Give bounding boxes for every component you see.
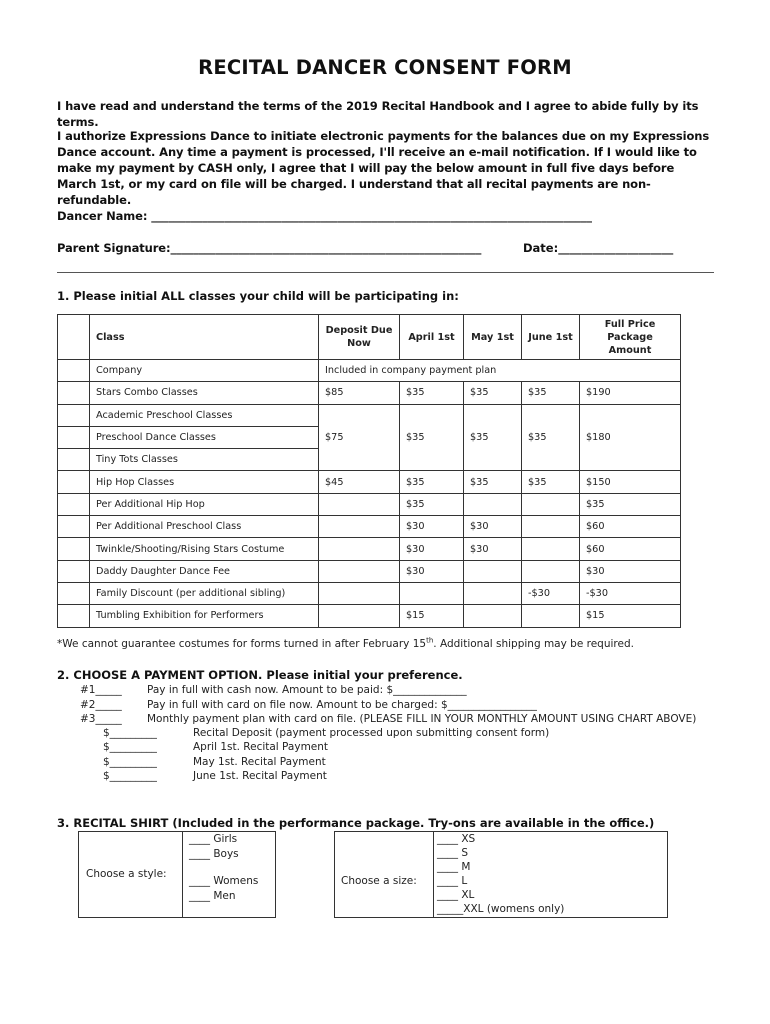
april-cell: $30 xyxy=(400,538,464,560)
parent-signature-field[interactable]: Parent Signature:_______________________________________________________ xyxy=(57,241,482,255)
dancer-name-field[interactable]: Dancer Name: ______________________________________________________________________________ xyxy=(57,209,592,223)
table-row xyxy=(58,493,681,515)
may-amount-field[interactable]: $_________ xyxy=(103,756,157,768)
option2-initial[interactable]: #2_____ xyxy=(80,699,122,711)
style-option-womens[interactable]: ____ Womens xyxy=(189,875,259,887)
class-cell: Stars Combo Classes xyxy=(90,382,319,404)
table-row xyxy=(58,560,681,582)
class-cell: Per Additional Hip Hop xyxy=(90,493,319,515)
size-option-s[interactable]: ____ S xyxy=(437,847,469,859)
june-cell xyxy=(522,560,580,582)
june-cell xyxy=(522,493,580,515)
option3-initial[interactable]: #3_____ xyxy=(80,713,122,725)
may-cell xyxy=(464,582,522,604)
initial-cell[interactable] xyxy=(58,560,90,582)
header-full-line1: Full Price xyxy=(604,318,656,330)
initial-cell[interactable] xyxy=(58,538,90,560)
initial-cell[interactable] xyxy=(58,449,90,471)
payment-authorization-text: I authorize Expressions Dance to initiate electronic payments for the balances due on my Expressions Dance account. Any time a payment is processed, I'll receive an e-mail notification. If I would like to make my payment by CASH only, I agree that I will pay the below amount in full five days before March 1st, or my card on file will be charged. I understand that all recital payments are non-refundable. xyxy=(57,129,710,207)
option1-text: Pay in full with cash now. Amount to be paid: $______________ xyxy=(147,684,467,696)
class-cell: Tumbling Exhibition for Performers xyxy=(90,605,319,627)
date-field[interactable]: Date:____________________ xyxy=(523,241,674,255)
april-cell: $35 xyxy=(400,471,464,493)
may-cell xyxy=(464,560,522,582)
deposit-amount-field[interactable]: $_________ xyxy=(103,727,157,739)
header-class: Class xyxy=(90,315,319,360)
june-cell xyxy=(522,538,580,560)
initial-cell[interactable] xyxy=(58,426,90,448)
full-price-cell: $190 xyxy=(580,382,681,404)
style-label: Choose a style: xyxy=(86,868,167,880)
initial-cell[interactable] xyxy=(58,493,90,515)
option3-text: Monthly payment plan with card on file. (PLEASE FILL IN YOUR MONTHLY AMOUNT USING CHART ABOVE) xyxy=(147,713,697,725)
size-option-xs[interactable]: ____ XS xyxy=(437,833,476,845)
class-cell: Twinkle/Shooting/Rising Stars Costume xyxy=(90,538,319,560)
table-header-row xyxy=(58,315,681,360)
size-option-xl[interactable]: ____ XL xyxy=(437,889,475,901)
header-full-price xyxy=(580,315,681,360)
full-price-cell: -$30 xyxy=(580,582,681,604)
class-cell: Family Discount (per additional sibling) xyxy=(90,582,319,604)
deposit-cell xyxy=(319,605,400,627)
deposit-cell xyxy=(319,516,400,538)
june-cell xyxy=(522,605,580,627)
may-cell: $35 xyxy=(464,471,522,493)
header-june: June 1st xyxy=(522,315,580,360)
size-option-m[interactable]: ____ M xyxy=(437,861,471,873)
table-row xyxy=(58,471,681,493)
form-title: RECITAL DANCER CONSENT FORM xyxy=(198,56,572,79)
june-cell: -$30 xyxy=(522,582,580,604)
may-cell xyxy=(464,493,522,515)
may-cell: $35 xyxy=(464,382,522,404)
full-price-cell: $60 xyxy=(580,538,681,560)
deposit-cell xyxy=(319,493,400,515)
class-cell: Company xyxy=(90,360,319,382)
table-row xyxy=(58,605,681,627)
class-cell: Daddy Daughter Dance Fee xyxy=(90,560,319,582)
class-cell: Academic Preschool Classes xyxy=(90,404,319,426)
june-payment-label: June 1st. Recital Payment xyxy=(193,770,327,782)
may-cell: $30 xyxy=(464,516,522,538)
section1-heading: 1. Please initial ALL classes your child will be participating in: xyxy=(57,289,459,303)
may-cell xyxy=(464,605,522,627)
shirt-size-box xyxy=(334,831,668,918)
may-cell: $35 xyxy=(464,404,522,471)
header-full-line3: Amount xyxy=(608,344,652,356)
initial-cell[interactable] xyxy=(58,582,90,604)
initial-cell[interactable] xyxy=(58,360,90,382)
april-cell: $30 xyxy=(400,560,464,582)
april-cell: $35 xyxy=(400,382,464,404)
june-amount-field[interactable]: $_________ xyxy=(103,770,157,782)
initial-cell[interactable] xyxy=(58,404,90,426)
deposit-cell: $45 xyxy=(319,471,400,493)
deposit-cell xyxy=(319,582,400,604)
class-cell: Hip Hop Classes xyxy=(90,471,319,493)
size-label: Choose a size: xyxy=(341,875,417,887)
april-cell: $35 xyxy=(400,404,464,471)
costume-deadline-note: *We cannot guarantee costumes for forms turned in after February 15th. Additional shipping may be required. xyxy=(57,636,634,650)
table-row xyxy=(58,516,681,538)
full-price-cell: $15 xyxy=(580,605,681,627)
classes-table xyxy=(57,314,681,628)
header-deposit xyxy=(319,315,400,360)
style-option-men[interactable]: ____ Men xyxy=(189,890,236,902)
initial-cell[interactable] xyxy=(58,471,90,493)
header-april: April 1st xyxy=(400,315,464,360)
april-cell xyxy=(400,582,464,604)
class-cell: Preschool Dance Classes xyxy=(90,426,319,448)
style-option-boys[interactable]: ____ Boys xyxy=(189,848,239,860)
june-cell: $35 xyxy=(522,404,580,471)
table-row xyxy=(58,404,681,426)
initial-cell[interactable] xyxy=(58,382,90,404)
size-option-xxl[interactable]: _____XXL (womens only) xyxy=(437,903,565,915)
full-price-cell: $30 xyxy=(580,560,681,582)
may-payment-label: May 1st. Recital Payment xyxy=(193,756,326,768)
class-cell: Per Additional Preschool Class xyxy=(90,516,319,538)
april-payment-label: April 1st. Recital Payment xyxy=(193,741,329,753)
size-option-l[interactable]: ____ L xyxy=(437,875,468,887)
may-cell: $30 xyxy=(464,538,522,560)
deposit-payment-label: Recital Deposit (payment processed upon submitting consent form) xyxy=(193,727,550,739)
deposit-cell xyxy=(319,560,400,582)
april-cell: $15 xyxy=(400,605,464,627)
april-cell: $35 xyxy=(400,493,464,515)
option2-text: Pay in full with card on file now. Amount to be charged: $_________________ xyxy=(147,699,537,711)
april-cell: $30 xyxy=(400,516,464,538)
shirt-style-box xyxy=(78,831,276,918)
style-box-divider xyxy=(182,832,183,917)
table-row xyxy=(58,382,681,404)
class-cell: Tiny Tots Classes xyxy=(90,449,319,471)
initial-cell[interactable] xyxy=(58,605,90,627)
initial-header-cell xyxy=(58,315,90,360)
full-price-cell: $180 xyxy=(580,404,681,471)
style-option-girls[interactable]: ____ Girls xyxy=(189,833,238,845)
april-amount-field[interactable]: $_________ xyxy=(103,741,157,753)
deposit-cell: $75 xyxy=(319,404,400,471)
full-price-cell: $60 xyxy=(580,516,681,538)
header-full-line2: Package xyxy=(607,331,653,343)
initial-cell[interactable] xyxy=(58,516,90,538)
handbook-agreement-text: I have read and understand the terms of the 2019 Recital Handbook and I agree to abide fully by its terms. xyxy=(57,99,699,129)
section2-heading: 2. CHOOSE A PAYMENT OPTION. Please initial your preference. xyxy=(57,668,463,682)
june-cell: $35 xyxy=(522,382,580,404)
header-deposit-line1: Deposit Due xyxy=(325,325,393,336)
june-cell: $35 xyxy=(522,471,580,493)
deposit-cell xyxy=(319,538,400,560)
full-price-cell: $35 xyxy=(580,493,681,515)
option1-initial[interactable]: #1_____ xyxy=(80,684,122,696)
june-cell xyxy=(522,516,580,538)
header-deposit-line2: Now xyxy=(347,338,371,349)
deposit-cell: $85 xyxy=(319,382,400,404)
table-row xyxy=(58,538,681,560)
section3-heading: 3. RECITAL SHIRT (Included in the performance package. Try-ons are available in the office.) xyxy=(57,816,655,830)
header-may: May 1st xyxy=(464,315,522,360)
table-row xyxy=(58,582,681,604)
full-price-cell: $150 xyxy=(580,471,681,493)
company-note-cell: Included in company payment plan xyxy=(319,360,681,382)
divider xyxy=(57,272,714,273)
size-box-divider xyxy=(433,832,434,917)
table-row xyxy=(58,360,681,382)
